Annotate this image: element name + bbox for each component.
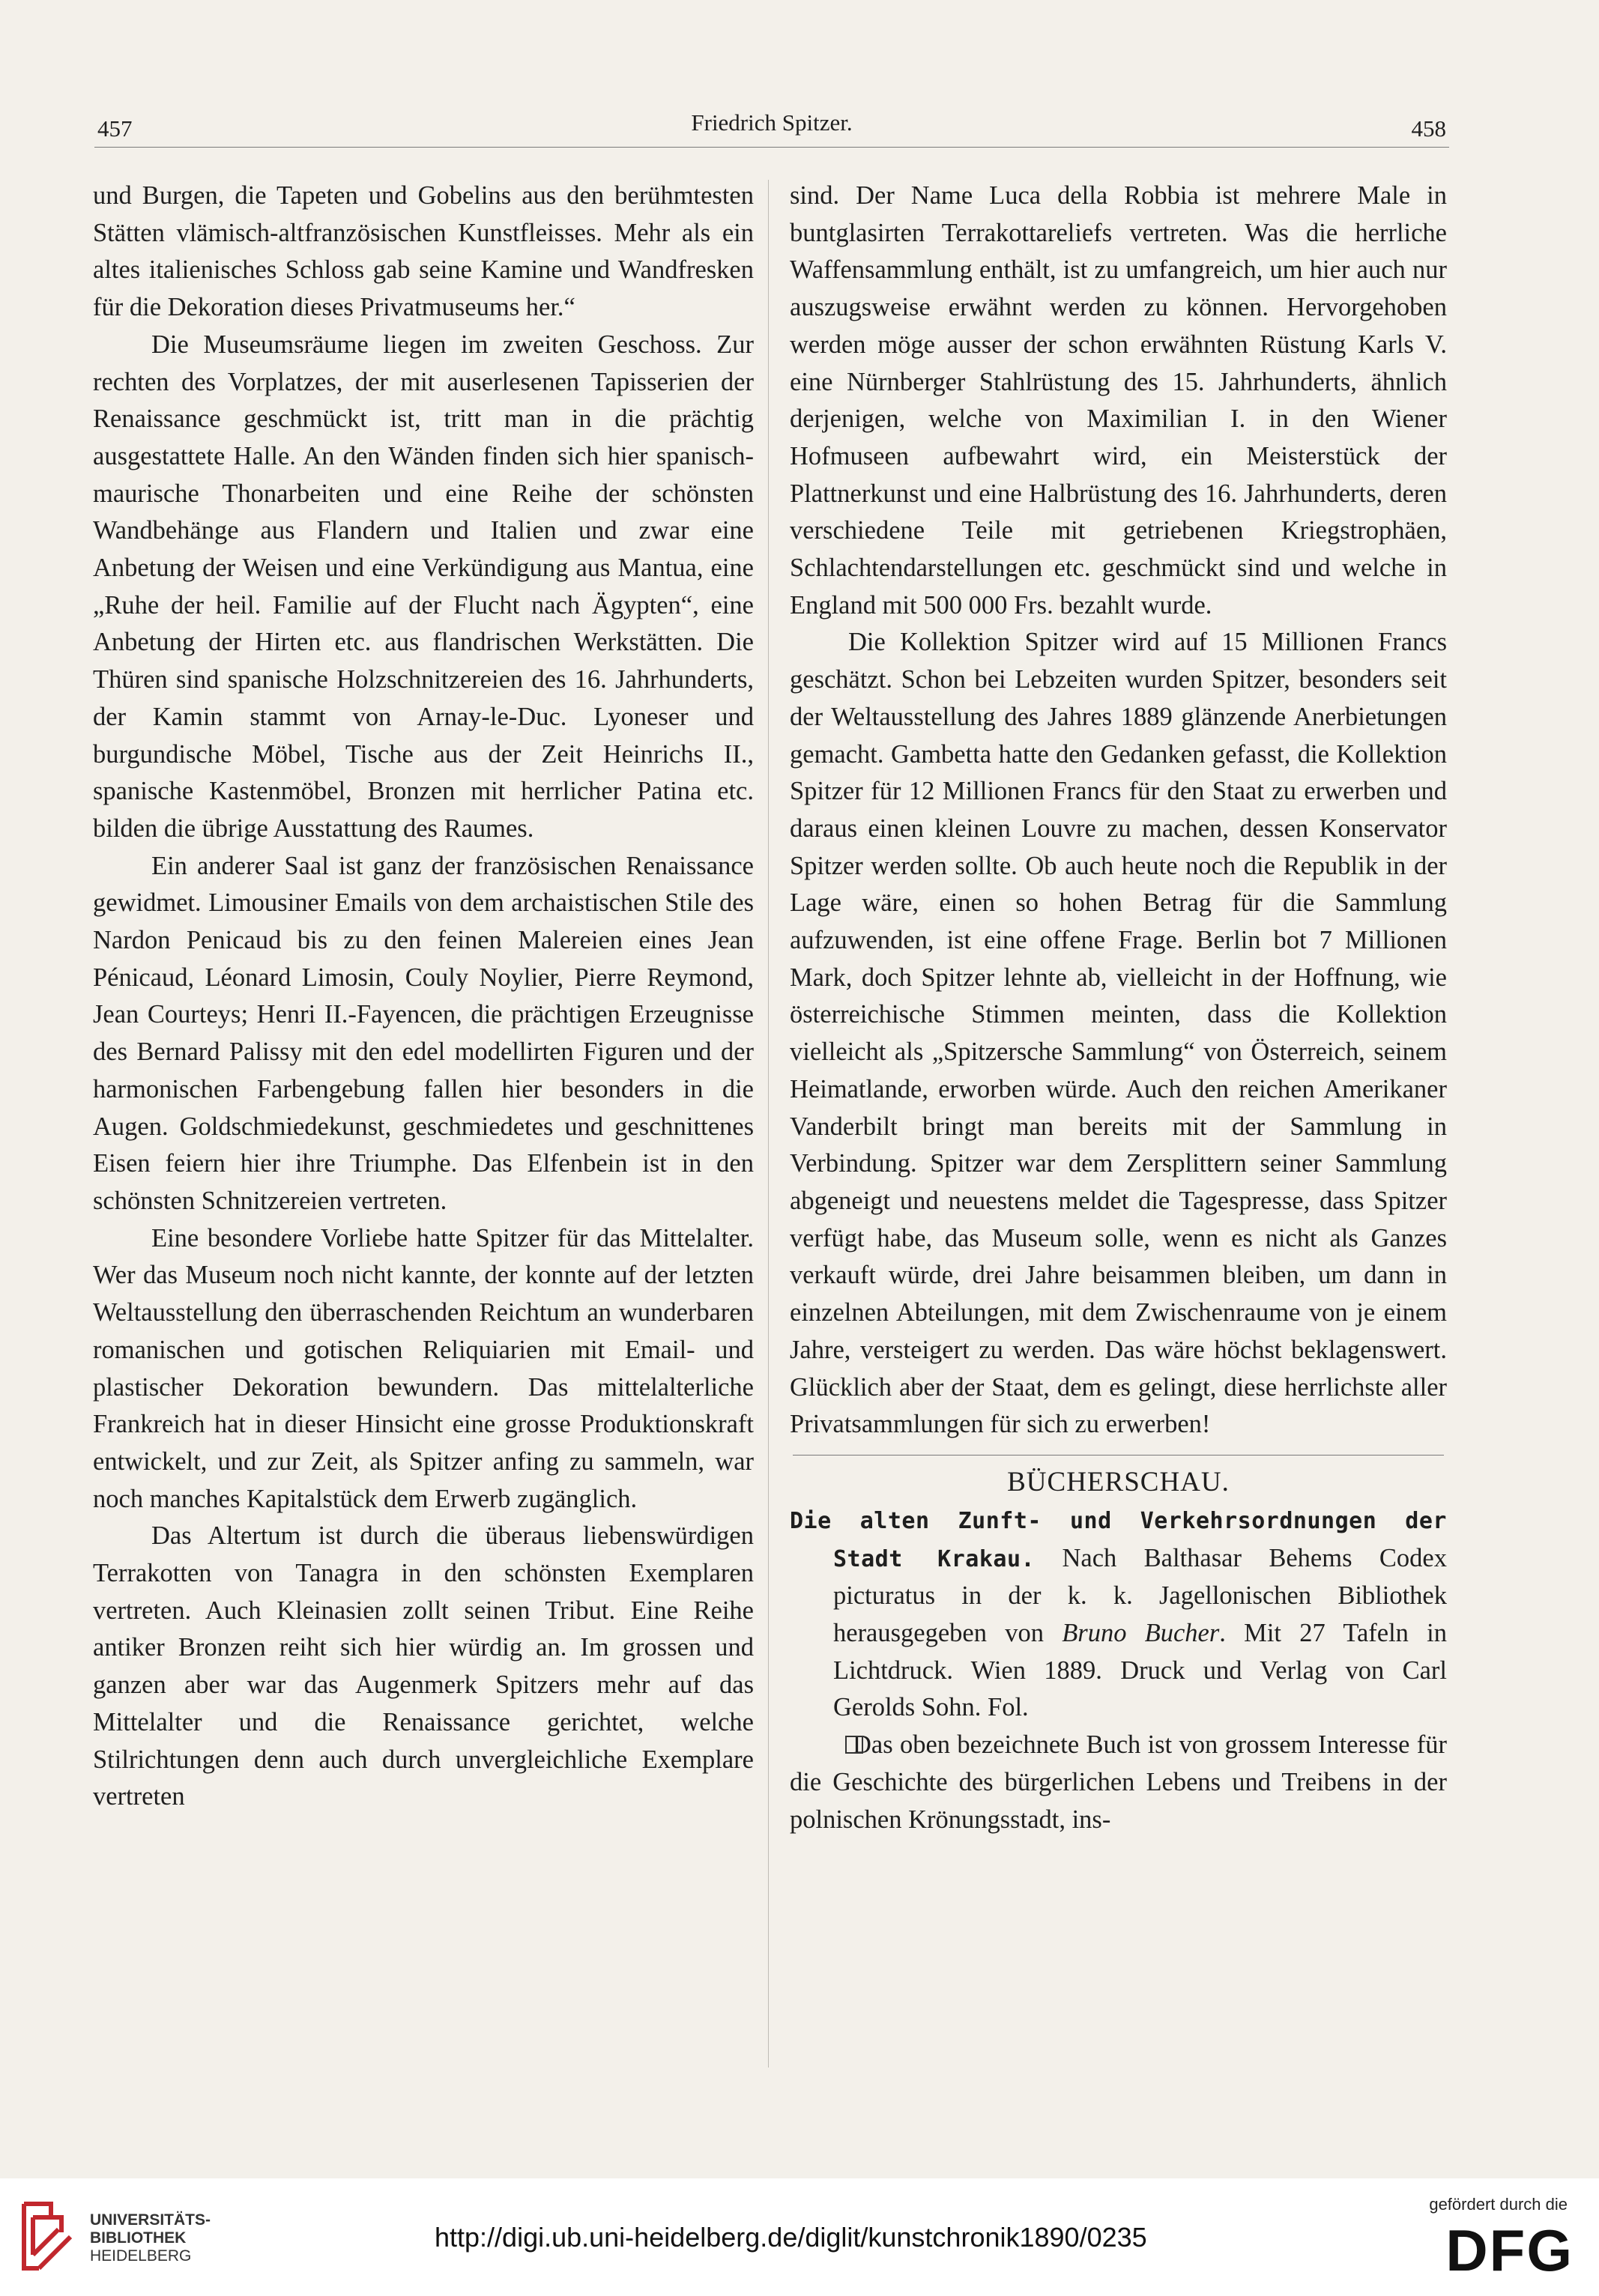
page-number-left: 457 [97,115,133,142]
dfg-logo: DFG [1445,2217,1574,2283]
review-paragraph [790,1727,1447,1838]
paragraph: Die Museumsräume liegen im zweiten Geschoss. Zur rechten des Vorplatzes, der mit auserlesenen Tapisserien der Renaissance geschmückt ist, tritt man in die prächtig ausgestattete Halle. An den Wänden finden sich hier spanisch-maurische Thonarbeiten und eine Reihe der schönsten Wandbehänge aus Flandern und Italien und zwar eine Anbetung der Weisen und eine Verkündigung aus Mantua, eine „Ruhe der heil. Familie auf der Flucht nach Ägypten“, eine Anbetung der Hirten etc. aus flandrischen Werkstätten. Die Thüren sind spanische Holzschnitzereien des 16. Jahrhunderts, der Kamin stammt von Arnay-le-Duc. Lyoneser und burgundische Möbel, Tische aus der Zeit Heinrichs II., spanische Kastenmöbel, Bronzen mit herrlicher Patina etc. bilden die übrige Ausstattung des Raumes. [93,330,754,843]
running-header [94,109,1449,148]
paragraph: und Burgen, die Tapeten und Gobelins aus den berühmtesten Stätten vlämisch-altfranzösischen Kunstfleisses. Mehr als ein altes italienisches Schloss gab seine Kamine und Wandfresken für die Dekoration dieses Privatmuseums her.“ [93,181,754,322]
library-name-line: HEIDELBERG [90,2247,192,2265]
funding-label: gefördert durch die [1429,2195,1568,2214]
citation-text: . Mit 27 Tafeln in Lichtdruck. Wien 1889. Druck und Verlag von Carl Gerolds Sohn. Fol. [833,1619,1447,1722]
review-text: Das oben bezeichnete Buch ist von grossem Interesse für die Geschichte des bürgerlichen Lebens und Treibens in der polnischen Krönungsstadt, ins- [790,1730,1447,1834]
library-name-line: UNIVERSITÄTS- [90,2211,211,2229]
library-name [90,2211,211,2265]
section-divider [790,1444,1447,1463]
running-title: Friedrich Spitzer. [691,109,853,136]
book-citation [790,1502,1447,1727]
paragraph: Ein anderer Saal ist ganz der französischen Renaissance gewidmet. Limousiner Emails von dem archaistischen Stile des Nardon Penicaud bis zu den feinen Malereien eines Jean Pénicaud, Léonard Limosin, Couly Noylier, Pierre Reymond, Jean Courteys; Henri II.-Fayencen, die prächtigen Erzeugnisse des Bernard Palissy mit den edel modellirten Figuren und der harmonischen Farbengebung fallen hier besonders in die Augen. Goldschmiedekunst, geschmiedetes und geschnittenes Eisen feiern hier ihre Triumphe. Das Elfenbein ist in den schönsten Schnitzereien vertreten. [93,851,754,1215]
paragraph: sind. Der Name Luca della Robbia ist mehrere Male in buntglasirten Terrakottareliefs vertreten. Was die herrliche Waffensammlung enthält, ist zu umfangreich, um hier auch nur auszugsweise erwähnt werden zu können. Hervorgehoben werden möge ausser der schon erwähnten Rüstung Karls V. eine Nürnberger Stahlrüstung des 15. Jahrhunderts, ähnlich derjenigen, welche von Maximilian I. in den Wiener Hofmuseen aufbewahrt wird, ein Meisterstück der Plattnerkunst und eine Halbrüstung des 16. Jahrhunderts, deren verschiedene Teile mit getriebenen Kriegstrophäen, Schlachtendarstellungen etc. geschmückt sind und welche in England mit 500 000 Frs. bezahlt wurde. [790,181,1447,620]
source-url-link[interactable]: http://digi.ub.uni-heidelberg.de/diglit/kunstchronik1890/0235 [435,2222,1147,2253]
column-divider [768,180,769,2068]
square-mark-icon [845,1736,863,1754]
paragraph: Eine besondere Vorliebe hatte Spitzer für das Mittelalter. Wer das Museum noch nicht kannte, der konnte auf der letzten Weltausstellung den überraschenden Reichtum an wunderbaren romanischen und gotischen Reliquiarien mit Email- und plastischer Dekoration bewundern. Das mittelalterliche Frankreich hat in dieser Hinsicht eine grosse Produktionskraft entwickelt, und zur Zeit, als Spitzer anfing zu sammeln, war noch manches Kapitalstück dem Erwerb zugänglich. [93,1223,754,1513]
right-column [790,178,1447,1838]
book-title: Die alten Zunft- und Verkehrsordnungen der Stadt Krakau. [790,1507,1447,1572]
page-number-right: 458 [1411,115,1446,142]
digitization-footer [0,2178,1599,2296]
left-column [93,178,754,1816]
library-name-line: BIBLIOTHEK [90,2229,187,2247]
book-editor: Bruno Bucher [1062,1619,1220,1648]
paragraph: Die Kollektion Spitzer wird auf 15 Millionen Francs geschätzt. Schon bei Lebzeiten wurden Spitzer, besonders seit der Weltausstellung des Jahres 1889 glänzende Anerbietungen gemacht. Gambetta hatte den Gedanken gefasst, die Kollektion Spitzer für 12 Millionen Francs für den Staat zu erwerben und daraus einen kleinen Louvre zu machen, dessen Konservator Spitzer werden sollte. Ob auch heute noch die Republik in der Lage wäre, einen so hohen Betrag für die Sammlung aufzuwenden, ist eine offene Frage. Berlin bot 7 Millionen Mark, doch Spitzer lehnte ab, vielleicht in der Hoffnung, wie österreichische Stimmen meinten, dass die Kollektion vielleicht als „Spitzersche Sammlung“ von Österreich, seinem Heimatlande, erworben würde. Auch den reichen Amerikaner Vanderbilt bringt man bereits mit der Sammlung in Verbindung. Spitzer war dem Zersplittern seiner Sammlung abgeneigt und neuestens meldet die Tagespresse, dass Spitzer verfügt habe, das Museum solle, wenn es nicht als Ganzes verkauft würde, drei Jahre beisammen bleiben, um dann in einzelnen Abteilungen, mit dem Zwischenraume von je einem Jahre, versteigert zu werden. Das wäre höchst beklagenswert. Glücklich aber der Staat, dem es gelingt, diese herrlichste aller Privatsammlungen für sich zu erwerben! [790,628,1447,1439]
library-logo-icon [16,2195,78,2277]
section-heading: BÜCHERSCHAU. [1007,1466,1230,1497]
citation-text: Nach Balthasar Behems Codex picturatus in der k. k. Jagellonischen Bibliothek herausgegeben von [833,1543,1447,1648]
paragraph: Das Altertum ist durch die überaus liebenswürdigen Terrakotten von Tanagra in den schönsten Exemplaren vertreten. Auch Kleinasien zollt seinen Tribut. Eine Reihe antiker Bronzen reiht sich hier würdig an. Im grossen und ganzen aber war das Augenmerk Spitzers mehr auf das Mittelalter und die Renaissance gerichtet, welche Stilrichtungen denn auch durch unvergleichliche Exemplare vertreten [93,1521,754,1811]
